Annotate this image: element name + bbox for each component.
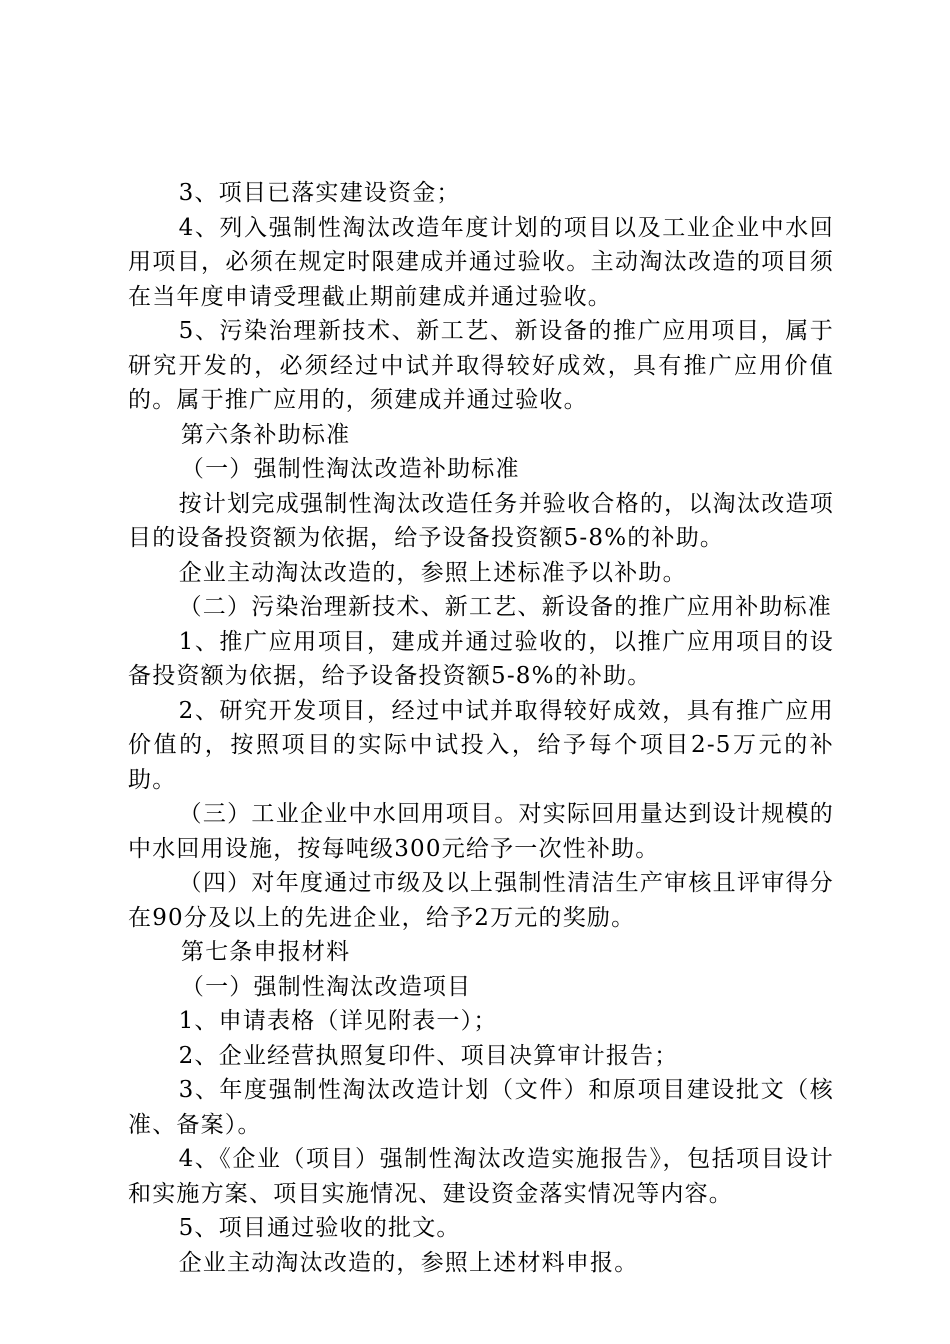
material-item-3: 3、年度强制性淘汰改造计划（文件）和原项目建设批文（核准、备案）。 xyxy=(128,1077,834,1138)
paragraph-voluntary-materials: 企业主动淘汰改造的，参照上述材料申报。 xyxy=(178,1249,639,1276)
paragraph-research-subsidy: 2、研究开发项目，经过中试并取得较好成效，具有推广应用价值的，按照项目的实际中试投入，给予每个项目2-5万元的补助。 xyxy=(128,697,834,793)
paragraph-promotion-subsidy: 1、推广应用项目，建成并通过验收的，以推广应用项目的设备投资额为依据，给予设备投资额5-8%的补助。 xyxy=(128,628,834,689)
paragraph-voluntary-subsidy: 企业主动淘汰改造的，参照上述标准予以补助。 xyxy=(178,559,687,586)
paragraph-mandatory-subsidy: 按计划完成强制性淘汰改造任务并验收合格的，以淘汰改造项目的设备投资额为依据，给予设备投资额5-8%的补助。 xyxy=(128,490,834,551)
section-4-award: （四）对年度通过市级及以上强制性清洁生产审核且评审得分在90分及以上的先进企业，给予2万元的奖励。 xyxy=(128,870,834,931)
paragraph-item-4: 4、列入强制性淘汰改造年度计划的项目以及工业企业中水回用项目，必须在规定时限建成并通过验收。主动淘汰改造的项目须在当年度申请受理截止期前建成并通过验收。 xyxy=(128,214,834,310)
material-item-4: 4、《企业（项目）强制性淘汰改造实施报告》，包括项目设计和实施方案、项目实施情况、建设资金落实情况等内容。 xyxy=(128,1146,834,1207)
section-2-heading: （二）污染治理新技术、新工艺、新设备的推广应用补助标准 xyxy=(178,594,832,620)
section-1-materials-heading: （一）强制性淘汰改造项目 xyxy=(180,973,472,1000)
material-item-5: 5、项目通过验收的批文。 xyxy=(178,1215,461,1241)
paragraph-item-3: 3、项目已落实建设资金； xyxy=(178,180,461,206)
article-seven-heading: 第七条申报材料 xyxy=(180,939,351,965)
paragraph-item-5: 5、污染治理新技术、新工艺、新设备的推广应用项目，属于研究开发的，必须经过中试并取得较好成效，具有推广应用价值的。属于推广应用的，须建成并通过验收。 xyxy=(128,318,834,413)
section-3-water-reuse: （三）工业企业中水回用项目。对实际回用量达到设计规模的中水回用设施，按每吨级300元给予一次性补助。 xyxy=(128,801,834,862)
section-1-heading: （一）强制性淘汰改造补助标准 xyxy=(180,456,520,482)
material-item-2: 2、企业经营执照复印件、项目决算审计报告； xyxy=(178,1042,679,1069)
material-item-1: 1、申请表格（详见附表一）； xyxy=(178,1008,498,1034)
article-six-heading: 第六条补助标准 xyxy=(180,421,351,448)
document-body xyxy=(128,176,834,1280)
